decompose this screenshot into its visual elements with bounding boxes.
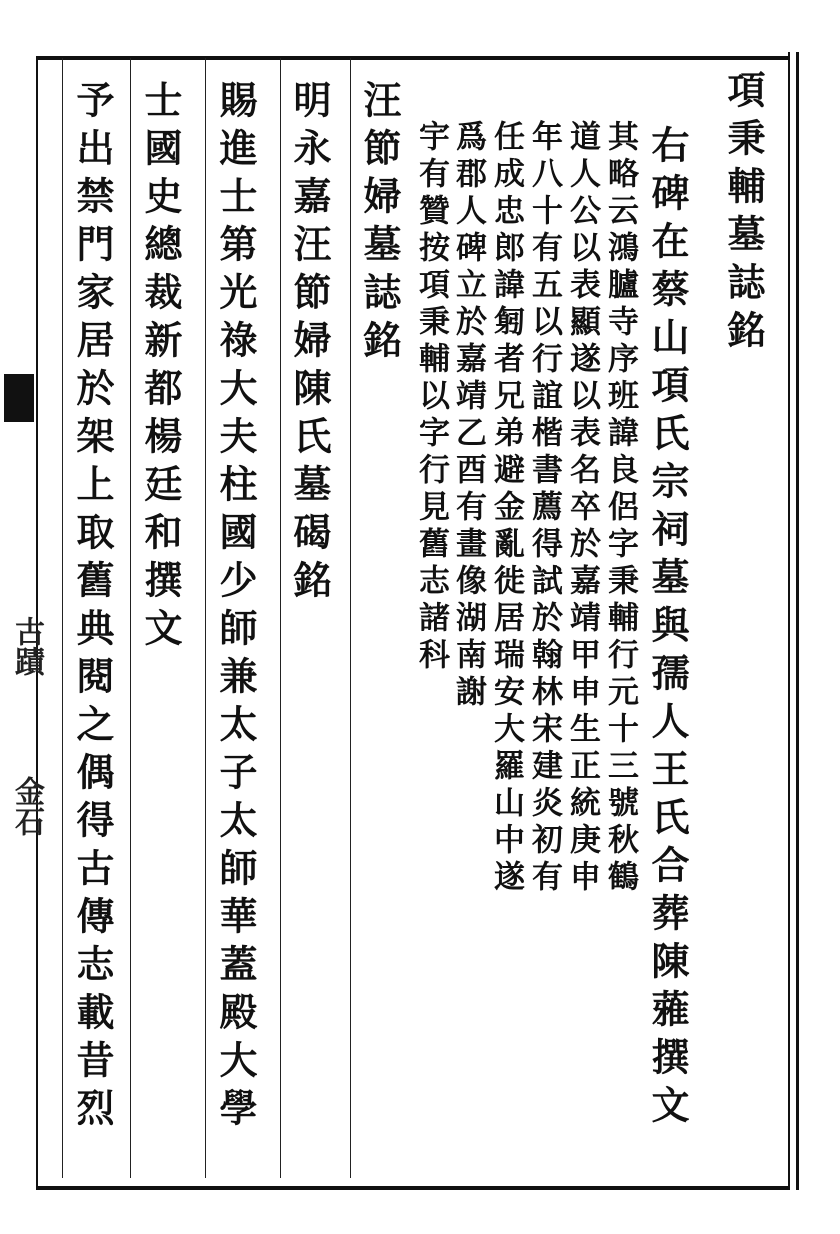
text-column: 明永嘉汪節婦陳氏墓碣銘 (287, 80, 332, 608)
text-column: 宇有贊按項秉輔以字行見舊志諸科 (413, 120, 449, 675)
column-divider (62, 58, 63, 1178)
column-divider (205, 58, 206, 1178)
margin-label-jinshi: 金石 (9, 776, 44, 836)
column-divider (130, 58, 131, 1178)
text-column: 道人公以表顯遂以表名卒於嘉靖甲申生正統庚申 (564, 120, 600, 897)
column-divider (350, 58, 351, 1178)
margin-black-mark (4, 374, 34, 422)
text-column: 賜進士第光祿大夫柱國少師兼太子太師華蓋殿大學 (213, 80, 258, 1136)
heading-wang-jiefu: 汪節婦墓誌銘 (357, 80, 402, 368)
heading-xiang-bingfu: 項秉輔墓誌銘 (721, 70, 766, 358)
text-column: 任成忠郎諱匑者兄弟避金亂徙居瑞安大羅山中遂 (488, 120, 524, 897)
text-column: 士國史總裁新都楊廷和撰文 (138, 80, 183, 656)
text-column: 爲郡人碑立於嘉靖乙酉有畫像湖南謝 (450, 120, 486, 712)
book-margin (0, 56, 44, 1186)
text-column: 予出禁門家居於架上取舊典閱之偶得古傳志載昔烈 (70, 80, 115, 1136)
text-column: 右碑在蔡山項氏宗祠墓與孺人王氏合葬陳蕥撰文 (645, 125, 690, 1133)
margin-label-guji: 古蹟 (9, 616, 44, 676)
column-divider (280, 58, 281, 1178)
page-frame-right-edge (788, 52, 799, 1190)
text-column: 其略云鴻臚寺序班諱良侶字秉輔行元十三號秋鶴 (602, 120, 638, 897)
text-column: 年八十有五以行誼楷書薦得試於翰林宋建炎初有 (526, 120, 562, 897)
